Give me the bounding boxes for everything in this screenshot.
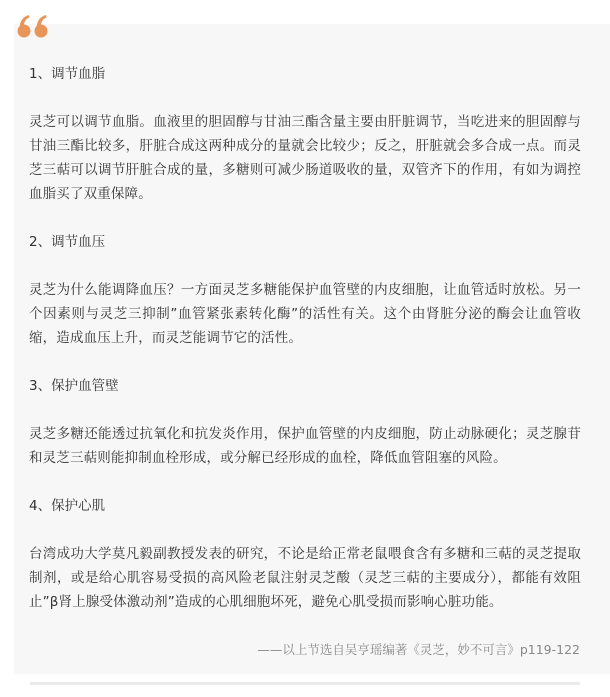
source-citation: ——以上节选自吴亨瑶编著《灵芝，妙不可言》p119-122 <box>257 642 580 657</box>
section-body-lipids: 灵芝可以调节血脂。血液里的胆固醇与甘油三酯含量主要由肝脏调节，当吃进来的胆固醇与甘油三酯比较多，肝脏合成这两种成分的量就会比较少；反之，肝脏就会多合成一点。而灵芝三萜可以调节肝脏合成的量，多糖则可减少肠道吸收的量，双管齐下的作用，有如为调控血脂买了双重保障。 <box>29 114 581 202</box>
section-heading-myocardium: 4、保护心肌 <box>29 498 106 514</box>
section-heading-vessel-wall: 3、保护血管壁 <box>29 378 119 394</box>
section-heading-blood-pressure: 2、调节血压 <box>29 234 106 250</box>
quote-mark-icon <box>16 12 50 42</box>
section-body-blood-pressure: 灵芝为什么能调降血压？一方面灵芝多糖能保护血管壁的内皮细胞，让血管适时放松。另一个因素则与灵芝三抑制”血管紧张素转化酶”的活性有关。这个由肾脏分泌的酶会让血管收缩，造成血压上升，而灵芝能调节它的活性。 <box>29 282 581 346</box>
section-heading-lipids: 1、调节血脂 <box>29 66 106 82</box>
bottom-divider <box>30 682 580 685</box>
section-body-vessel-wall: 灵芝多糖还能透过抗氧化和抗发炎作用，保护血管壁的内皮细胞，防止动脉硬化；灵芝腺苷和灵芝三萜则能抑制血栓形成，或分解已经形成的血栓，降低血管阻塞的风险。 <box>29 426 581 466</box>
section-body-myocardium: 台湾成功大学莫凡毅副教授发表的研究，不论是给正常老鼠喂食含有多糖和三萜的灵芝提取制剂，或是给心肌容易受损的高风险老鼠注射灵芝酸（灵芝三萜的主要成分），都能有效阻止”β肾上腺受体激动剂”造成的心肌细胞坏死，避免心肌受损而影响心脏功能。 <box>29 546 581 610</box>
article-content <box>29 62 581 638</box>
